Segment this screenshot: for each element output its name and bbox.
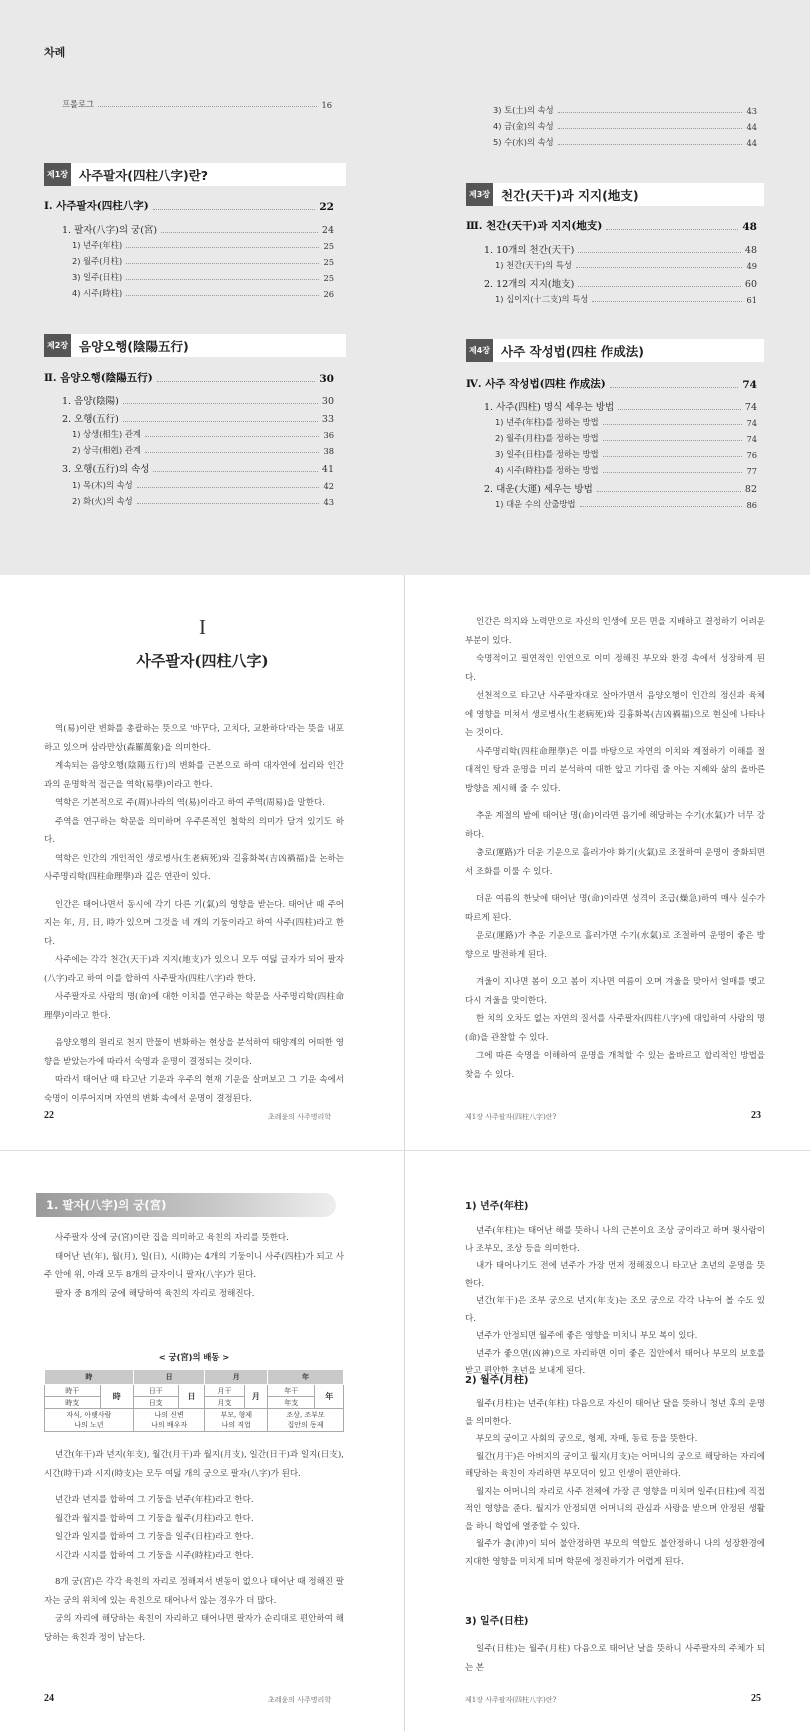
spread-pages-24-25 — [0, 1151, 810, 1731]
toc-subsection[interactable]: 2) 월주(月柱)를 정하는 방법 74 — [495, 433, 757, 444]
toc-subsection[interactable]: 3) 토(土)의 속성 43 — [493, 105, 757, 116]
body-text: 년간(年干)과 년지(年支), 월간(月干)과 월지(月支), 일간(日干)과 일지(日支), 시간(時干)과 시지(時支)는 모두 여덟 개의 궁으로 팔자(八字)가 된다. 년간과 년지를 합하여 그 기둥을 년주(年柱)라고 한다. 월간과 월지를 합하여 그 기둥을 월주(月柱)라고 한다. 일간과 일지를 합하여 그 기둥을 일주(日柱)라고 한다. 시간과 시지를 합하여 그 기둥을 시주(時柱)라고 한다. 8개 궁(宮)은 각각 육친의 자리로 정해져서 변동이 없으나 태어난 때 정해진 팔자는 궁의 위치에 있는 육친으로 태어나서 않는 경우가 더 많다. 궁의 자리에 해당하는 육친이 자리하고 태어나면 팔자가 순리대로 편안하여 해당하는 육친과 정이 남는다. — [44, 1450, 344, 1643]
chapter-2-banner[interactable] — [44, 334, 346, 357]
toc-subsection[interactable]: 1) 년주(年柱)를 정하는 방법 74 — [495, 417, 757, 428]
toc-part[interactable]: Ⅳ. 사주 작성법(四柱 作成法) 74 — [466, 378, 757, 391]
toc-subsection[interactable]: 2) 월주(月柱) 25 — [72, 256, 334, 267]
toc-part[interactable]: Ⅰ. 사주팔자(四柱八字) 22 — [44, 200, 334, 213]
running-footer: 제1장 사주팔자(四柱八字)란? — [465, 1113, 557, 1121]
section-title-banner: 1. 팔자(八字)의 궁(宮) — [36, 1193, 336, 1217]
toc-subsection[interactable]: 3) 일주(日柱)를 정하는 방법 76 — [495, 449, 757, 460]
chapter-number: 제4장 — [466, 339, 493, 362]
running-footer: 초레윤의 사주명리학 — [268, 1696, 332, 1704]
chapter-title: 천간(天干)과 지지(地支) — [501, 187, 639, 203]
toc-subsection[interactable]: 4) 시주(時柱) 26 — [72, 288, 334, 299]
spread-pages-22-23 — [0, 575, 810, 1151]
body-text: 역(易)이란 변화를 총괄하는 뜻으로 '바꾸다, 고치다, 교환하다'라는 뜻을 내포하고 있으며 삼라만상(森羅萬象)을 의미한다. 계속되는 음양오행(陰陽五行)의 변화를 근본으로 하여 대자연에 섭리와 인간과의 운명학적 접근을 역학(易學)이라고 한다. 역학은 기본적으로 주(周)나라의 역(易)이라고 하여 주역(周易)을 말한다. 주역을 연구하는 학문을 의미하며 우주론적인 철학의 의미가 담겨 있기도 하다. 역학은 인간의 개인적인 생로병사(生老病死)와 길흉화복(吉凶禍福)을 논하는 사주명리학(四柱命理學)과 깊은 연관이 있다. 인간은 태어나면서 동시에 각기 다른 기(氣)의 영향을 받는다. 태어난 때 주어지는 年, 月, 日, 時가 있으며 그것을 네 개의 기둥이라고 하여 사주(四柱)라고 한다. 사주에는 각각 천간(天干)과 지지(地支)가 있으니 모두 여덟 글자가 되어 팔자(八字)라고 하여 이를 합하여 사주팔자(四柱八字)라 한다. 사주팔자로 사람의 명(命)에 대한 이치를 연구하는 학문을 사주명리학(四柱命理學)이라고 한다. 음양오행의 원리로 천지 만물이 변화하는 현상을 분석하여 태양계의 어떠한 영향을 받았는가에 따라서 숙명과 운명이 결정되는 것이다. 따라서 태어난 때 타고난 기운과 우주의 현재 기운을 살펴보고 그 기운 속에서 숙명이 이루어지며 자연의 변화 속에서 운명이 결정된다. — [44, 724, 344, 1104]
part-roman-numeral: I — [199, 615, 206, 639]
chapter-4-banner[interactable] — [466, 339, 764, 362]
body-text: 월주(月柱)는 년주(年柱) 다음으로 자신이 태어난 달을 뜻하니 청년 후의 운명을 의미한다. 부모의 궁이고 사회의 궁으로, 형제, 자매, 동료 등을 뜻한다. 월간(月干)은 아버지의 궁이고 월지(月支)는 어머니의 궁으로 해당하는 자리에 해당하는 육친이 자리하면 부모덕이 있고 인생이 편안하다. 월지는 어머니의 자리로 사주 전체에 가장 큰 영향을 미치며 일주(日柱)에 직접적인 영향을 준다. 월지가 안정되면 어머니의 관심과 사랑을 받으며 안정된 생활을 하니 학업에 열중할 수 있다. 월주가 충(沖)이 되어 불안정하면 부모의 역할도 불안정하니 나의 성장환경에 지대한 영향을 미치게 되며 학문에 정진하기가 어렵게 된다. — [465, 1399, 765, 1567]
chapter-title: 사주팔자(四柱八字)란? — [79, 167, 209, 183]
toc-section[interactable]: 2. 대운(大運) 세우는 방법 82 — [484, 484, 757, 495]
toc-subsection[interactable]: 1) 십이지(十二支)의 특성 61 — [495, 294, 757, 305]
toc-subsection[interactable]: 2) 화(火)의 속성 43 — [72, 496, 334, 507]
body-text: 사주팔자 상에 궁(宮)이란 집을 의미하고 육친의 자리를 뜻한다. 태어난 년(年), 월(月), 일(日), 시(時)는 4개의 기둥이니 사주(四柱)가 되고 사주 안에 위, 아래 모두 8개의 글자이니 팔자(八字)가 된다. 팔자 중 8개의 궁에 해당하여 육친의 자리로 정해진다. — [44, 1233, 344, 1299]
toc-subsection[interactable]: 2) 상극(相剋) 관계 38 — [72, 445, 334, 456]
table-caption: < 궁(宮)의 배동 > — [158, 1352, 230, 1362]
body-text: 인간은 의지와 노력만으로 자신의 인생에 모든 면을 지배하고 결정하기 어려운 부분이 있다. 숙명적이고 필연적인 인연으로 이미 정해진 부모와 환경 속에서 성장하게 된다. 선천적으로 타고난 사주팔자대로 살아가면서 음양오행이 인간의 정신과 육체에 영향을 미쳐서 생로병사(生老病死)와 길흉화복(吉凶禍福)으로 현실에 나타나는 것이다. 사주명리학(四柱命理學)은 이를 바탕으로 자연의 이치와 계절하기 이해를 절대적인 탕과 운명을 미리 분석하여 대한 앞고 기다림 줄 아는 지혜와 삶의 올바른 방향을 제시해 줄 수 있다. 추운 계절의 밤에 태어난 명(命)이라면 음기에 해당하는 수기(水氣)가 너무 강하다. 충로(運路)가 더운 기운으로 흘러가야 화기(火氣)로 조절하여 운명이 중화되면서 조화를 이룰 수 있다. 더운 여름의 한낮에 태어난 명(命)이라면 성격이 조급(燥急)하여 매사 실수가 따르게 된다. 운로(運路)가 추운 기운으로 흘러가면 수기(水氣)로 조절하여 운명이 좋은 방향으로 발전하게 된다. 겨울이 지나면 봄이 오고 봄이 지나면 여름이 오며 겨울을 맞아서 얼매를 맺고 다시 겨울을 맞이한다. 한 치의 오차도 없는 자연의 질서를 사주팔자(四柱八字)에 대입하여 사람의 명(命)을 관찰할 수 있다. 그에 따른 숙명을 이해하여 운명을 개척할 수 있는 올바르고 합리적인 방법을 찾을 수 있다. — [465, 617, 765, 1080]
body-text: 일주(日柱)는 월주(月柱) 다음으로 태어난 날을 뜻하니 사주팔자의 주체가 되는 본 — [465, 1644, 765, 1673]
toc-subsection[interactable]: 1) 천간(天干)의 특성 49 — [495, 260, 757, 271]
toc-section[interactable]: 3. 오행(五行)의 속성 41 — [62, 464, 334, 475]
toc-subsection[interactable]: 1) 년주(年柱) 25 — [72, 240, 334, 251]
page-number: 24 — [44, 1693, 54, 1704]
chapter-number: 제3장 — [466, 183, 493, 206]
toc-subsection[interactable]: 4) 시주(時柱)를 정하는 방법 77 — [495, 465, 757, 476]
toc-spread — [0, 0, 810, 575]
toc-section[interactable]: 1. 10개의 천간(天干) 48 — [484, 245, 757, 256]
toc-subsection[interactable]: 4) 금(金)의 속성 44 — [493, 121, 757, 132]
part-title: 사주팔자(四柱八字) — [136, 652, 269, 670]
page-number: 25 — [751, 1693, 761, 1704]
toc-subsection[interactable]: 1) 상생(相生) 관계 36 — [72, 429, 334, 440]
toc-section[interactable]: 1. 음양(陰陽) 30 — [62, 396, 334, 407]
toc-subsection[interactable]: 1) 목(木)의 속성 42 — [72, 480, 334, 491]
subheading: 2) 월주(月柱) — [465, 1375, 529, 1386]
toc-section[interactable]: 2. 오행(五行) 33 — [62, 414, 334, 425]
page-25 — [405, 1151, 810, 1731]
toc-section[interactable]: 2. 12개의 지지(地支) 60 — [484, 279, 757, 290]
running-footer: 초레윤의 사주명리학 — [268, 1113, 332, 1121]
toc-section[interactable]: 1. 사주(四柱) 명식 세우는 방법 74 — [484, 402, 757, 413]
chapter-title: 음양오행(陰陽五行) — [79, 338, 189, 354]
toc-entry-prologue[interactable]: 프롤로그 16 — [62, 99, 332, 110]
body-text: 년주(年柱)는 태어난 해를 뜻하니 나의 근본이요 조상 궁이라고 하며 윗사람이나 조부모, 조상 등을 의미한다. 내가 태어나기도 전에 년주가 가장 먼저 정해졌으니 타고난 초년의 운명을 뜻한다. 년간(年干)은 조부 궁으로 년지(年支)는 조모 궁으로 각각 나누어 볼 수도 있다. 년주가 안정되면 월주에 좋은 영향을 미치니 부모 복이 있다. 년주가 좋으면(凶神)으로 자리하면 이미 좋은 집안에서 태어나 부모의 보호를 받고 편안한 초년을 보내게 된다. — [465, 1226, 765, 1376]
toc-section[interactable]: 1. 팔자(八字)의 궁(宮) 24 — [62, 225, 334, 236]
running-footer: 제1장 사주팔자(四柱八字)란? — [465, 1696, 557, 1704]
page-24 — [0, 1151, 405, 1731]
subheading: 3) 일주(日柱) — [465, 1616, 529, 1627]
page-number: 22 — [44, 1110, 54, 1121]
gung-table: 時 日 月 年 時干 時 日干 日 月干 月 年干 年 時支 日支 月支 年支 자식, 아랫사람 나의 노년 나의 신변 나의 배우자 부모, 형제 나의 직업 조상, 조부모 집안의 동제 — [44, 1369, 344, 1432]
page-number: 23 — [751, 1110, 761, 1121]
chapter-number: 제1장 — [44, 163, 71, 186]
chapter-title: 사주 작성법(四柱 作成法) — [501, 343, 645, 359]
page-23 — [405, 575, 810, 1150]
subheading: 1) 년주(年柱) — [465, 1201, 529, 1212]
toc-subsection[interactable]: 3) 일주(日柱) 25 — [72, 272, 334, 283]
chapter-3-banner[interactable] — [466, 183, 764, 206]
toc-part[interactable]: Ⅲ. 천간(天干)과 지지(地支) 48 — [466, 220, 757, 233]
toc-part[interactable]: Ⅱ. 음양오행(陰陽五行) 30 — [44, 372, 334, 385]
chapter-number: 제2장 — [44, 334, 71, 357]
toc-subsection[interactable]: 1) 대운 수의 산출방법 86 — [495, 499, 757, 510]
toc-title: 차례 — [44, 46, 66, 59]
chapter-1-banner[interactable] — [44, 163, 346, 186]
toc-subsection[interactable]: 5) 수(水)의 속성 44 — [493, 137, 757, 148]
page-22 — [0, 575, 405, 1150]
